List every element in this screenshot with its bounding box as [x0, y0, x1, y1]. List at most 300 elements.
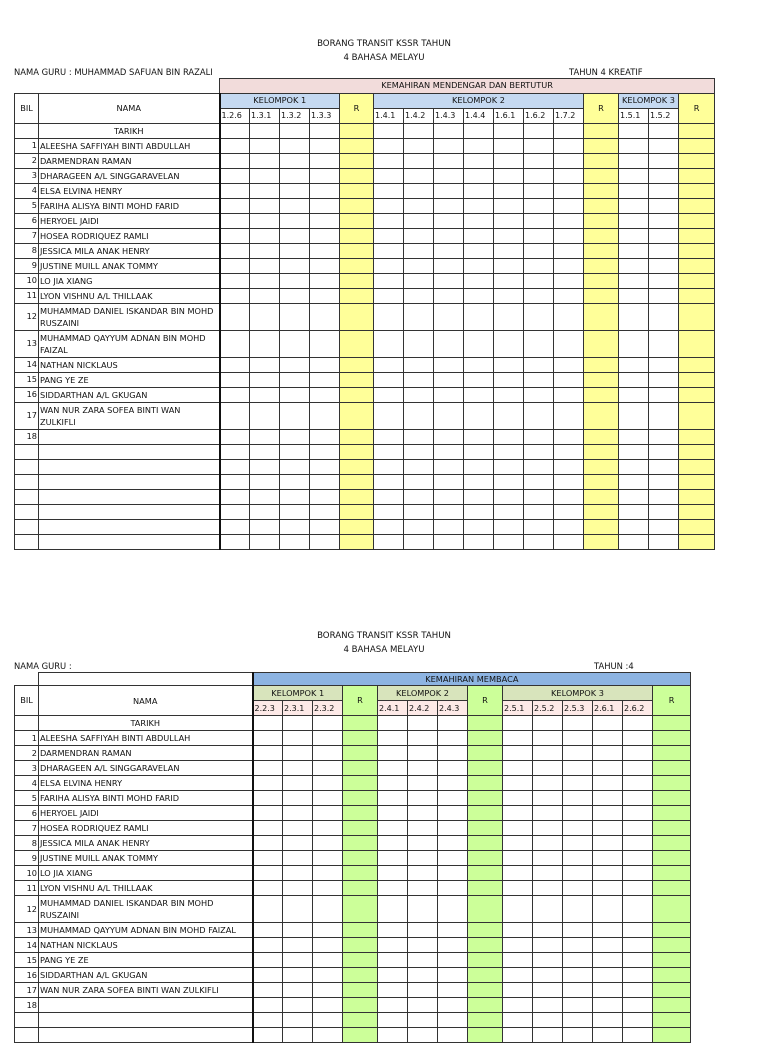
mark-cell[interactable]: [554, 198, 584, 213]
mark-cell[interactable]: [563, 983, 593, 998]
mark-cell[interactable]: [494, 243, 524, 258]
mark-cell[interactable]: [679, 459, 715, 474]
mark-cell[interactable]: [619, 273, 649, 288]
mark-cell[interactable]: [253, 866, 283, 881]
mark-cell[interactable]: [280, 489, 310, 504]
mark-cell[interactable]: [378, 746, 408, 761]
mark-cell[interactable]: [313, 761, 343, 776]
mark-cell[interactable]: [438, 746, 468, 761]
mark-cell[interactable]: [250, 168, 280, 183]
mark-cell[interactable]: [343, 923, 378, 938]
mark-cell[interactable]: [310, 372, 340, 387]
mark-cell[interactable]: [563, 968, 593, 983]
mark-cell[interactable]: [464, 198, 494, 213]
mark-cell[interactable]: [494, 459, 524, 474]
mark-cell[interactable]: [280, 213, 310, 228]
mark-cell[interactable]: [280, 534, 310, 549]
mark-cell[interactable]: [468, 851, 503, 866]
mark-cell[interactable]: [593, 776, 623, 791]
mark-cell[interactable]: [250, 288, 280, 303]
mark-cell[interactable]: [343, 791, 378, 806]
mark-cell[interactable]: [404, 459, 434, 474]
mark-cell[interactable]: [434, 258, 464, 273]
mark-cell[interactable]: [280, 228, 310, 243]
mark-cell[interactable]: [464, 519, 494, 534]
mark-cell[interactable]: [408, 731, 438, 746]
mark-cell[interactable]: [563, 896, 593, 923]
mark-cell[interactable]: [533, 791, 563, 806]
mark-cell[interactable]: [408, 968, 438, 983]
mark-cell[interactable]: [563, 938, 593, 953]
mark-cell[interactable]: [404, 183, 434, 198]
mark-cell[interactable]: [653, 923, 691, 938]
mark-cell[interactable]: [619, 474, 649, 489]
mark-cell[interactable]: [593, 983, 623, 998]
mark-cell[interactable]: [584, 459, 619, 474]
mark-cell[interactable]: [283, 851, 313, 866]
mark-cell[interactable]: [653, 791, 691, 806]
mark-cell[interactable]: [623, 836, 653, 851]
mark-cell[interactable]: [524, 273, 554, 288]
mark-cell[interactable]: [464, 429, 494, 444]
mark-cell[interactable]: [438, 821, 468, 836]
mark-cell[interactable]: [503, 923, 533, 938]
mark-cell[interactable]: [310, 474, 340, 489]
mark-cell[interactable]: [283, 938, 313, 953]
mark-cell[interactable]: [554, 489, 584, 504]
mark-cell[interactable]: [464, 183, 494, 198]
mark-cell[interactable]: [404, 387, 434, 402]
mark-cell[interactable]: [374, 474, 404, 489]
mark-cell[interactable]: [434, 504, 464, 519]
mark-cell[interactable]: [250, 138, 280, 153]
mark-cell[interactable]: [283, 1013, 313, 1028]
mark-cell[interactable]: [503, 761, 533, 776]
mark-cell[interactable]: [438, 938, 468, 953]
mark-cell[interactable]: [253, 776, 283, 791]
mark-cell[interactable]: [280, 372, 310, 387]
mark-cell[interactable]: [623, 881, 653, 896]
mark-cell[interactable]: [220, 459, 250, 474]
mark-cell[interactable]: [554, 504, 584, 519]
mark-cell[interactable]: [408, 776, 438, 791]
mark-cell[interactable]: [283, 791, 313, 806]
mark-cell[interactable]: [653, 938, 691, 953]
mark-cell[interactable]: [378, 998, 408, 1013]
mark-cell[interactable]: [649, 243, 679, 258]
mark-cell[interactable]: [250, 183, 280, 198]
mark-cell[interactable]: [468, 923, 503, 938]
mark-cell[interactable]: [280, 519, 310, 534]
mark-cell[interactable]: [649, 153, 679, 168]
mark-cell[interactable]: [533, 821, 563, 836]
mark-cell[interactable]: [253, 923, 283, 938]
mark-cell[interactable]: [340, 213, 374, 228]
mark-cell[interactable]: [283, 866, 313, 881]
mark-cell[interactable]: [438, 731, 468, 746]
mark-cell[interactable]: [679, 273, 715, 288]
mark-cell[interactable]: [408, 866, 438, 881]
mark-cell[interactable]: [533, 851, 563, 866]
mark-cell[interactable]: [524, 138, 554, 153]
mark-cell[interactable]: [619, 330, 649, 357]
mark-cell[interactable]: [464, 288, 494, 303]
mark-cell[interactable]: [464, 474, 494, 489]
mark-cell[interactable]: [623, 953, 653, 968]
mark-cell[interactable]: [438, 968, 468, 983]
mark-cell[interactable]: [554, 273, 584, 288]
mark-cell[interactable]: [340, 534, 374, 549]
mark-cell[interactable]: [653, 821, 691, 836]
mark-cell[interactable]: [310, 444, 340, 459]
mark-cell[interactable]: [280, 183, 310, 198]
mark-cell[interactable]: [438, 791, 468, 806]
mark-cell[interactable]: [374, 429, 404, 444]
mark-cell[interactable]: [584, 504, 619, 519]
mark-cell[interactable]: [533, 938, 563, 953]
mark-cell[interactable]: [649, 534, 679, 549]
mark-cell[interactable]: [310, 258, 340, 273]
mark-cell[interactable]: [533, 953, 563, 968]
mark-cell[interactable]: [619, 444, 649, 459]
mark-cell[interactable]: [378, 806, 408, 821]
mark-cell[interactable]: [313, 851, 343, 866]
mark-cell[interactable]: [494, 444, 524, 459]
mark-cell[interactable]: [533, 761, 563, 776]
mark-cell[interactable]: [563, 731, 593, 746]
mark-cell[interactable]: [649, 444, 679, 459]
mark-cell[interactable]: [280, 429, 310, 444]
mark-cell[interactable]: [343, 761, 378, 776]
mark-cell[interactable]: [619, 168, 649, 183]
mark-cell[interactable]: [408, 998, 438, 1013]
mark-cell[interactable]: [524, 519, 554, 534]
mark-cell[interactable]: [623, 806, 653, 821]
mark-cell[interactable]: [679, 138, 715, 153]
mark-cell[interactable]: [494, 474, 524, 489]
mark-cell[interactable]: [340, 288, 374, 303]
mark-cell[interactable]: [468, 1028, 503, 1043]
mark-cell[interactable]: [374, 303, 404, 330]
mark-cell[interactable]: [649, 357, 679, 372]
mark-cell[interactable]: [374, 504, 404, 519]
mark-cell[interactable]: [464, 534, 494, 549]
mark-cell[interactable]: [343, 776, 378, 791]
mark-cell[interactable]: [378, 791, 408, 806]
mark-cell[interactable]: [434, 372, 464, 387]
mark-cell[interactable]: [524, 357, 554, 372]
mark-cell[interactable]: [438, 836, 468, 851]
mark-cell[interactable]: [593, 1028, 623, 1043]
mark-cell[interactable]: [623, 938, 653, 953]
mark-cell[interactable]: [374, 519, 404, 534]
mark-cell[interactable]: [503, 938, 533, 953]
mark-cell[interactable]: [408, 851, 438, 866]
mark-cell[interactable]: [408, 938, 438, 953]
mark-cell[interactable]: [653, 806, 691, 821]
mark-cell[interactable]: [378, 851, 408, 866]
mark-cell[interactable]: [340, 168, 374, 183]
mark-cell[interactable]: [438, 776, 468, 791]
mark-cell[interactable]: [253, 998, 283, 1013]
mark-cell[interactable]: [220, 198, 250, 213]
mark-cell[interactable]: [533, 776, 563, 791]
mark-cell[interactable]: [464, 303, 494, 330]
mark-cell[interactable]: [434, 444, 464, 459]
mark-cell[interactable]: [310, 357, 340, 372]
mark-cell[interactable]: [524, 153, 554, 168]
mark-cell[interactable]: [310, 519, 340, 534]
mark-cell[interactable]: [649, 198, 679, 213]
mark-cell[interactable]: [679, 228, 715, 243]
mark-cell[interactable]: [679, 303, 715, 330]
mark-cell[interactable]: [533, 923, 563, 938]
mark-cell[interactable]: [283, 896, 313, 923]
mark-cell[interactable]: [340, 444, 374, 459]
mark-cell[interactable]: [584, 258, 619, 273]
mark-cell[interactable]: [378, 1028, 408, 1043]
mark-cell[interactable]: [313, 821, 343, 836]
mark-cell[interactable]: [280, 303, 310, 330]
mark-cell[interactable]: [649, 258, 679, 273]
mark-cell[interactable]: [220, 168, 250, 183]
mark-cell[interactable]: [524, 168, 554, 183]
mark-cell[interactable]: [494, 138, 524, 153]
mark-cell[interactable]: [374, 258, 404, 273]
mark-cell[interactable]: [404, 519, 434, 534]
mark-cell[interactable]: [404, 357, 434, 372]
mark-cell[interactable]: [374, 387, 404, 402]
mark-cell[interactable]: [220, 258, 250, 273]
mark-cell[interactable]: [220, 183, 250, 198]
mark-cell[interactable]: [310, 153, 340, 168]
mark-cell[interactable]: [593, 881, 623, 896]
mark-cell[interactable]: [524, 303, 554, 330]
mark-cell[interactable]: [404, 168, 434, 183]
mark-cell[interactable]: [619, 372, 649, 387]
mark-cell[interactable]: [593, 836, 623, 851]
mark-cell[interactable]: [468, 968, 503, 983]
mark-cell[interactable]: [649, 168, 679, 183]
mark-cell[interactable]: [374, 198, 404, 213]
mark-cell[interactable]: [619, 213, 649, 228]
mark-cell[interactable]: [503, 746, 533, 761]
mark-cell[interactable]: [404, 372, 434, 387]
mark-cell[interactable]: [343, 938, 378, 953]
mark-cell[interactable]: [468, 761, 503, 776]
mark-cell[interactable]: [310, 183, 340, 198]
mark-cell[interactable]: [623, 968, 653, 983]
mark-cell[interactable]: [563, 998, 593, 1013]
mark-cell[interactable]: [280, 168, 310, 183]
mark-cell[interactable]: [563, 851, 593, 866]
mark-cell[interactable]: [378, 1013, 408, 1028]
mark-cell[interactable]: [593, 953, 623, 968]
mark-cell[interactable]: [313, 938, 343, 953]
mark-cell[interactable]: [310, 228, 340, 243]
mark-cell[interactable]: [554, 519, 584, 534]
mark-cell[interactable]: [253, 821, 283, 836]
mark-cell[interactable]: [554, 138, 584, 153]
mark-cell[interactable]: [503, 791, 533, 806]
mark-cell[interactable]: [679, 183, 715, 198]
mark-cell[interactable]: [438, 851, 468, 866]
mark-cell[interactable]: [434, 330, 464, 357]
mark-cell[interactable]: [250, 504, 280, 519]
mark-cell[interactable]: [283, 998, 313, 1013]
mark-cell[interactable]: [623, 923, 653, 938]
mark-cell[interactable]: [250, 153, 280, 168]
mark-cell[interactable]: [434, 153, 464, 168]
mark-cell[interactable]: [310, 168, 340, 183]
mark-cell[interactable]: [404, 474, 434, 489]
mark-cell[interactable]: [408, 806, 438, 821]
mark-cell[interactable]: [593, 791, 623, 806]
mark-cell[interactable]: [524, 534, 554, 549]
mark-cell[interactable]: [378, 983, 408, 998]
mark-cell[interactable]: [584, 243, 619, 258]
mark-cell[interactable]: [464, 459, 494, 474]
mark-cell[interactable]: [220, 153, 250, 168]
mark-cell[interactable]: [554, 258, 584, 273]
mark-cell[interactable]: [404, 258, 434, 273]
mark-cell[interactable]: [533, 983, 563, 998]
mark-cell[interactable]: [434, 138, 464, 153]
mark-cell[interactable]: [619, 183, 649, 198]
mark-cell[interactable]: [313, 1028, 343, 1043]
mark-cell[interactable]: [503, 776, 533, 791]
mark-cell[interactable]: [313, 998, 343, 1013]
mark-cell[interactable]: [593, 866, 623, 881]
mark-cell[interactable]: [593, 938, 623, 953]
mark-cell[interactable]: [280, 444, 310, 459]
mark-cell[interactable]: [404, 273, 434, 288]
mark-cell[interactable]: [584, 228, 619, 243]
mark-cell[interactable]: [503, 1028, 533, 1043]
mark-cell[interactable]: [220, 273, 250, 288]
mark-cell[interactable]: [524, 459, 554, 474]
mark-cell[interactable]: [250, 444, 280, 459]
mark-cell[interactable]: [310, 243, 340, 258]
mark-cell[interactable]: [494, 519, 524, 534]
mark-cell[interactable]: [313, 953, 343, 968]
mark-cell[interactable]: [343, 953, 378, 968]
mark-cell[interactable]: [378, 821, 408, 836]
mark-cell[interactable]: [374, 489, 404, 504]
mark-cell[interactable]: [584, 489, 619, 504]
mark-cell[interactable]: [340, 153, 374, 168]
mark-cell[interactable]: [283, 983, 313, 998]
mark-cell[interactable]: [494, 213, 524, 228]
mark-cell[interactable]: [408, 953, 438, 968]
mark-cell[interactable]: [649, 303, 679, 330]
mark-cell[interactable]: [584, 138, 619, 153]
mark-cell[interactable]: [533, 1028, 563, 1043]
mark-cell[interactable]: [494, 330, 524, 357]
mark-cell[interactable]: [679, 387, 715, 402]
mark-cell[interactable]: [438, 983, 468, 998]
mark-cell[interactable]: [679, 474, 715, 489]
mark-cell[interactable]: [343, 896, 378, 923]
mark-cell[interactable]: [340, 357, 374, 372]
mark-cell[interactable]: [404, 198, 434, 213]
mark-cell[interactable]: [220, 228, 250, 243]
mark-cell[interactable]: [253, 791, 283, 806]
mark-cell[interactable]: [524, 243, 554, 258]
mark-cell[interactable]: [340, 459, 374, 474]
mark-cell[interactable]: [283, 953, 313, 968]
mark-cell[interactable]: [343, 1028, 378, 1043]
mark-cell[interactable]: [404, 504, 434, 519]
mark-cell[interactable]: [619, 357, 649, 372]
mark-cell[interactable]: [503, 836, 533, 851]
mark-cell[interactable]: [280, 138, 310, 153]
mark-cell[interactable]: [554, 213, 584, 228]
mark-cell[interactable]: [374, 168, 404, 183]
mark-cell[interactable]: [340, 198, 374, 213]
mark-cell[interactable]: [250, 198, 280, 213]
mark-cell[interactable]: [468, 746, 503, 761]
mark-cell[interactable]: [310, 387, 340, 402]
mark-cell[interactable]: [313, 983, 343, 998]
mark-cell[interactable]: [404, 243, 434, 258]
mark-cell[interactable]: [313, 776, 343, 791]
mark-cell[interactable]: [468, 938, 503, 953]
mark-cell[interactable]: [404, 534, 434, 549]
mark-cell[interactable]: [434, 303, 464, 330]
mark-cell[interactable]: [554, 183, 584, 198]
mark-cell[interactable]: [250, 357, 280, 372]
mark-cell[interactable]: [554, 357, 584, 372]
mark-cell[interactable]: [584, 273, 619, 288]
mark-cell[interactable]: [468, 983, 503, 998]
mark-cell[interactable]: [310, 504, 340, 519]
mark-cell[interactable]: [619, 243, 649, 258]
mark-cell[interactable]: [494, 258, 524, 273]
mark-cell[interactable]: [623, 998, 653, 1013]
mark-cell[interactable]: [503, 731, 533, 746]
mark-cell[interactable]: [464, 444, 494, 459]
mark-cell[interactable]: [253, 983, 283, 998]
mark-cell[interactable]: [434, 288, 464, 303]
mark-cell[interactable]: [503, 821, 533, 836]
mark-cell[interactable]: [434, 183, 464, 198]
mark-cell[interactable]: [340, 429, 374, 444]
mark-cell[interactable]: [554, 459, 584, 474]
mark-cell[interactable]: [220, 489, 250, 504]
mark-cell[interactable]: [679, 519, 715, 534]
mark-cell[interactable]: [283, 881, 313, 896]
mark-cell[interactable]: [623, 983, 653, 998]
mark-cell[interactable]: [283, 821, 313, 836]
mark-cell[interactable]: [554, 474, 584, 489]
mark-cell[interactable]: [310, 534, 340, 549]
mark-cell[interactable]: [404, 402, 434, 429]
mark-cell[interactable]: [619, 429, 649, 444]
mark-cell[interactable]: [584, 534, 619, 549]
mark-cell[interactable]: [220, 213, 250, 228]
mark-cell[interactable]: [468, 953, 503, 968]
mark-cell[interactable]: [434, 273, 464, 288]
mark-cell[interactable]: [374, 228, 404, 243]
mark-cell[interactable]: [563, 953, 593, 968]
mark-cell[interactable]: [533, 968, 563, 983]
mark-cell[interactable]: [378, 968, 408, 983]
mark-cell[interactable]: [404, 228, 434, 243]
mark-cell[interactable]: [464, 213, 494, 228]
mark-cell[interactable]: [468, 776, 503, 791]
mark-cell[interactable]: [593, 998, 623, 1013]
